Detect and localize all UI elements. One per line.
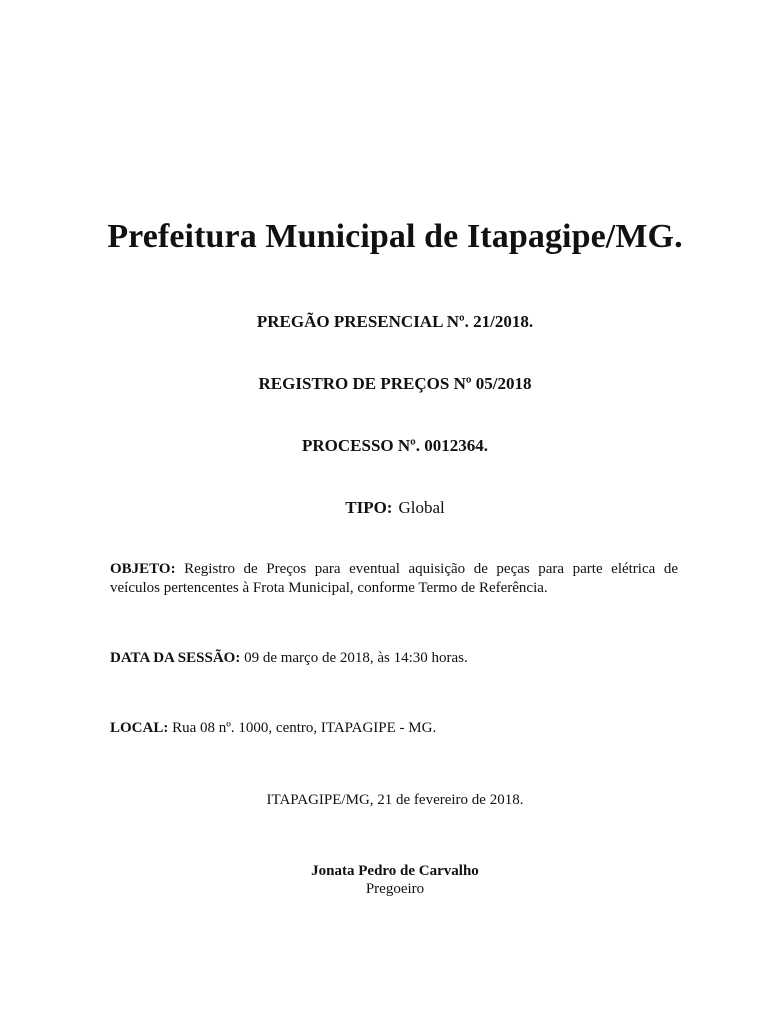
objeto-line-1: [110, 560, 678, 579]
place-date: ITAPAGIPE/MG, 21 de fevereiro de 2018.: [266, 792, 524, 808]
pregao-heading: PREGÃO PRESENCIAL Nº. 21/2018.: [256, 312, 534, 331]
tipo-value: Global: [398, 498, 445, 517]
local-line: [110, 720, 436, 737]
objeto-paragraph: [110, 560, 678, 598]
document-title: Prefeitura Municipal de Itapagipe/MG.: [107, 218, 683, 255]
tipo-line: [0, 498, 770, 518]
processo-heading: PROCESSO Nº. 0012364.: [301, 436, 489, 455]
data-sessao-line: [110, 650, 468, 667]
data-sessao-label: DATA DA SESSÃO:: [110, 650, 241, 666]
objeto-text-1: Registro de Preços para eventual aquisição de peças para parte elétrica de: [184, 561, 678, 577]
signatory-role: Pregoeiro: [365, 881, 425, 897]
registro-heading: REGISTRO DE PREÇOS Nº 05/2018: [258, 374, 532, 393]
objeto-text-2: veículos pertencentes à Frota Municipal, conforme Termo de Referência.: [110, 580, 548, 596]
signatory-name: Jonata Pedro de Carvalho: [311, 863, 479, 879]
data-sessao-value: 09 de março de 2018, às 14:30 horas.: [244, 650, 468, 666]
tipo-label: TIPO:: [345, 498, 393, 517]
local-value: Rua 08 nº. 1000, centro, ITAPAGIPE - MG.: [172, 720, 437, 736]
local-label: LOCAL:: [110, 720, 169, 736]
objeto-label: OBJETO:: [110, 561, 176, 577]
